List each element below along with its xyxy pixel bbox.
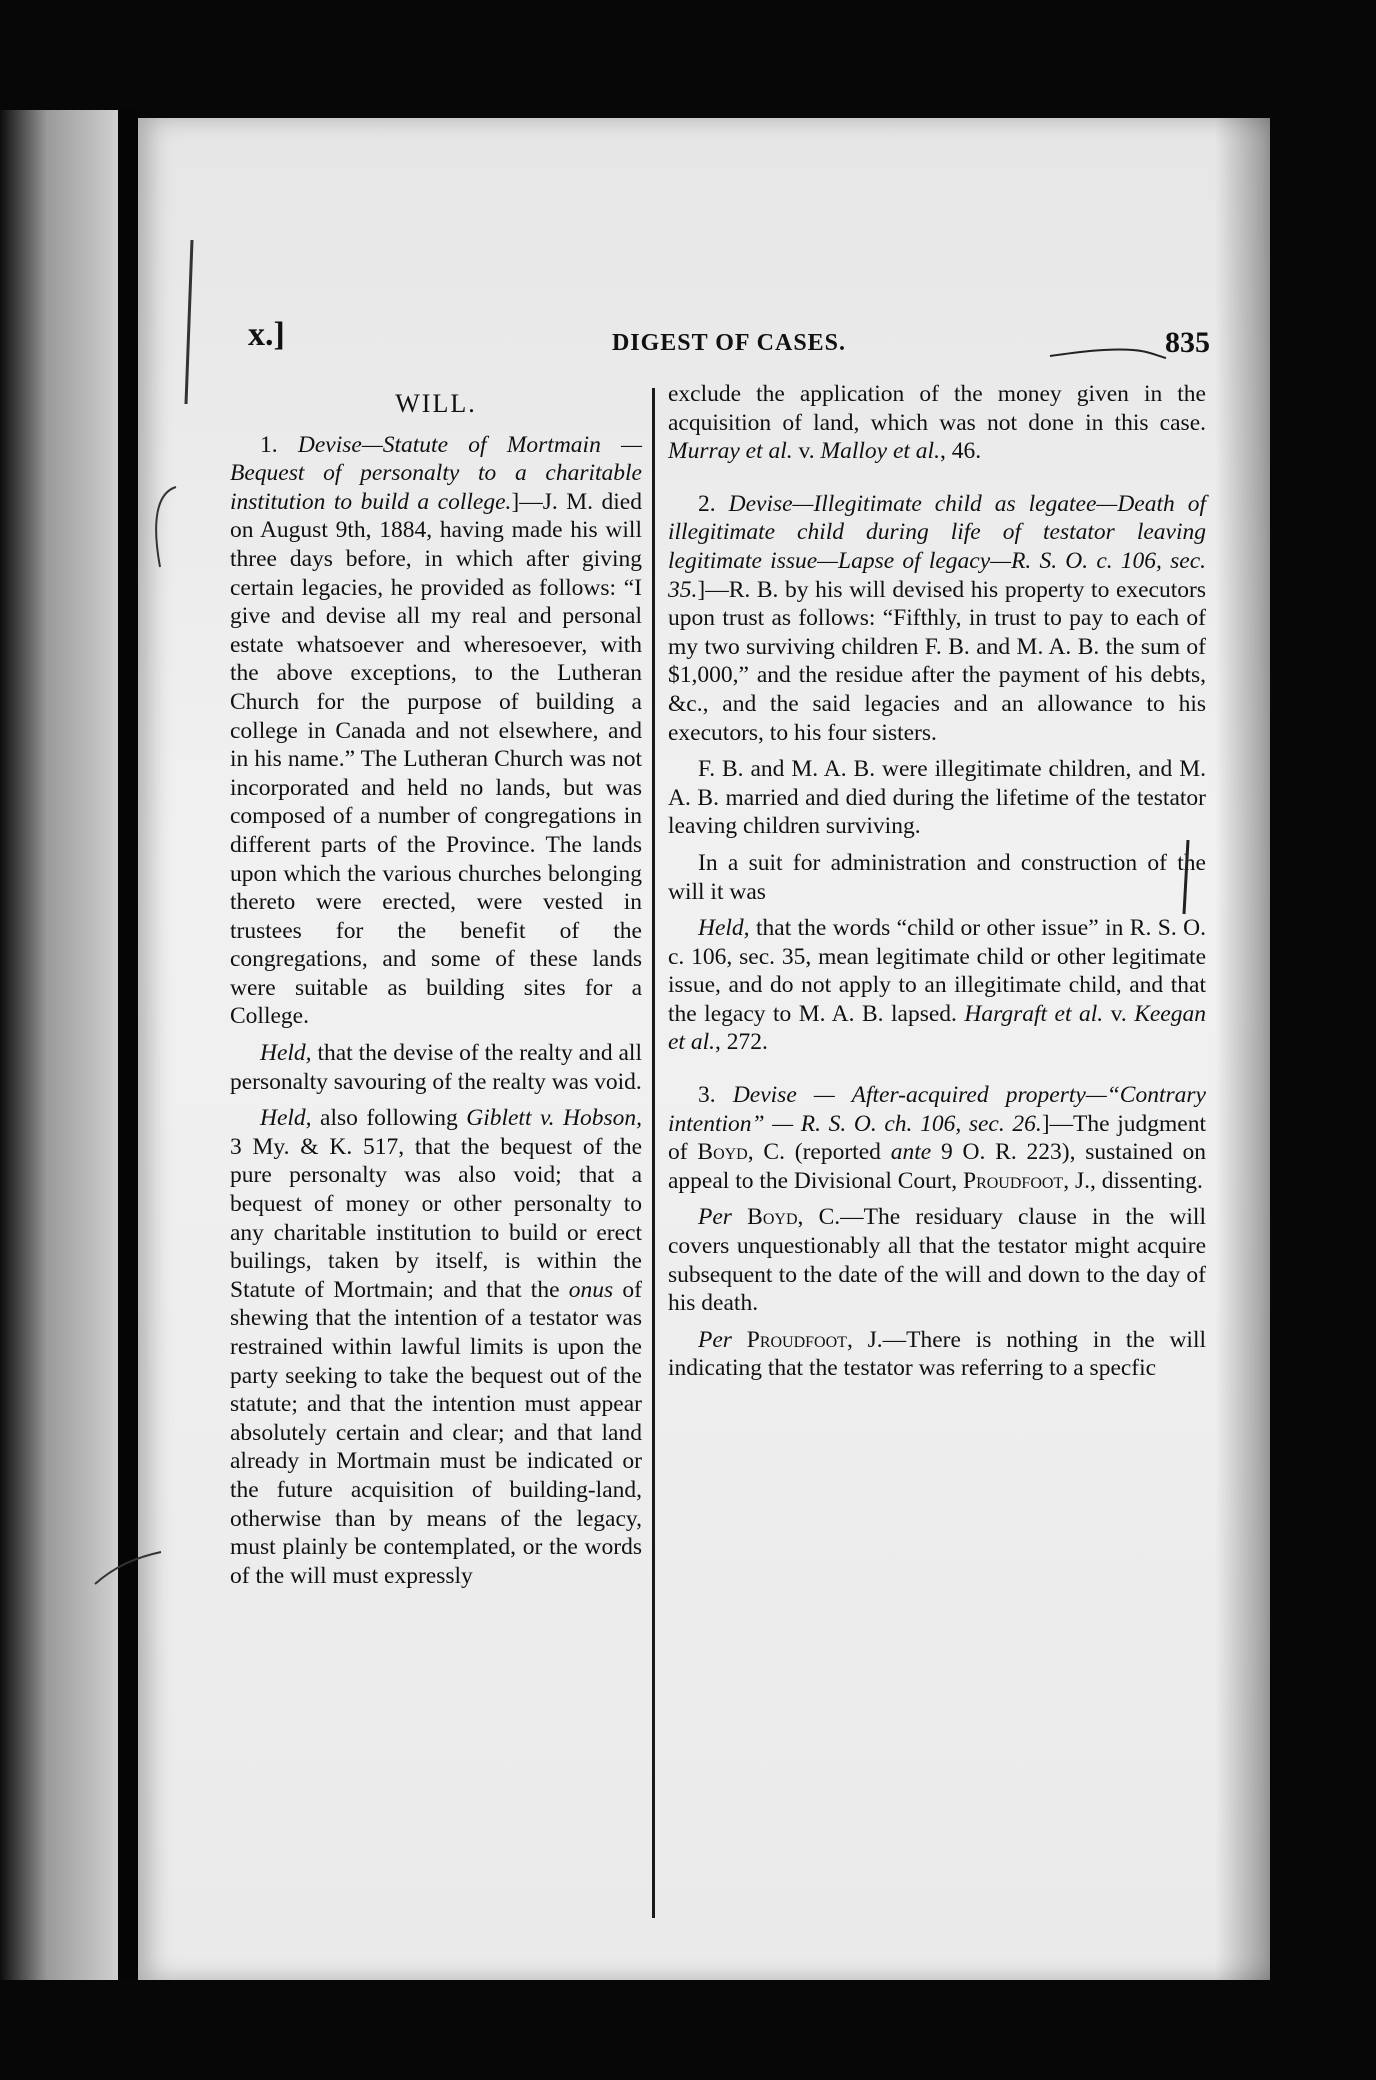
judge-name: Boyd	[697, 1139, 748, 1166]
case-name: Murray et al.	[668, 438, 793, 465]
holding-text: that the devise of the realty and all personalty savouring of the realty was void.	[230, 1040, 642, 1095]
paragraph-facts: F. B. and M. A. B. were illegitimate children, and M. A. B. married and died during the lifetime of the testator leaving children surviving.	[668, 756, 1206, 840]
holding-2	[230, 1104, 642, 1590]
case-page: , 272.	[715, 1029, 768, 1056]
book-page	[138, 118, 1270, 1980]
entry-3	[668, 1081, 1206, 1195]
entry-body: 9 O. R. 223), sustained on appeal to the Divisional Court,	[668, 1139, 1207, 1194]
header-title: DIGEST OF CASES.	[611, 330, 847, 356]
page-number: 835	[1165, 326, 1210, 359]
versus: v.	[792, 438, 821, 465]
case-name: Keegan et al.	[668, 1000, 1206, 1056]
entry-body: , C. (reported	[747, 1139, 891, 1166]
holding-text: of shewing that the intention of a testator was restrained within lawful limits is upon the party seeking to take the bequest out of the statute; and that the intention must appear absolutely certain and clear; and that land already in Mortmain must be indicated or the future acquisition of building-land, otherwise than by means of the legacy, must plainly be contemplated, or the words of the will must expressly	[230, 1276, 642, 1589]
opinion-text: , J.—There is nothing in the will indicating that the testator was referring to a specfic	[668, 1326, 1207, 1382]
holding-3	[668, 914, 1206, 1057]
column-rule	[652, 388, 655, 1918]
entry-headnote: Devise—Illegitimate child as legatee—Death of illegitimate child during life of testator leaving legitimate issue—Lapse of legacy—R. S. O. c. 106, sec. 35.	[668, 490, 1206, 603]
paragraph-suit: In a suit for administration and construction of the will it was	[668, 849, 1206, 905]
margin-stroke-mark	[1176, 838, 1196, 918]
section-title: WILL.	[395, 389, 477, 418]
book-gutter	[118, 110, 140, 1980]
continued-body: exclude the application of the money given in the acquisition of land, which was not done in this case.	[668, 381, 1206, 436]
entry-2	[668, 490, 1206, 747]
entry-body: , J., dissenting.	[1063, 1167, 1203, 1194]
case-page: , 46.	[939, 438, 982, 465]
held-label: Held,	[260, 1105, 312, 1132]
holding-text: 3 My. & K. 517, that the bequest of the pure personalty was also void; that a bequest of money or other personalty to any charitable institution to build or erect builings, taken by itself, is within the Statute of Mortmain; and that the	[230, 1133, 642, 1303]
opinion-text: , C.—The residuary clause in the will covers unquestionably all that the testator might acquire subsequent to the date of the will and down to the day of his death.	[668, 1204, 1206, 1317]
left-column	[230, 380, 642, 1598]
holding-text: also following	[311, 1105, 467, 1132]
page-edge-shadow	[1215, 118, 1270, 1980]
margin-bracket-mark	[138, 483, 178, 573]
entry-number: 3.	[698, 1082, 716, 1109]
versus: v.	[1103, 1000, 1135, 1027]
holding-1	[230, 1039, 642, 1096]
per-label: Per	[698, 1204, 732, 1231]
opinion-proudfoot	[668, 1326, 1206, 1383]
per-label: Per	[698, 1326, 732, 1353]
entry-headnote: Devise—Statute of Mortmain —Bequest of personalty to a charitable institution to build a college.	[230, 431, 643, 515]
entry-body: ]—J. M. died on August 9th, 1884, having made his will three days before, in which after giving certain legacies, he provided as follows: “I give and devise all my real and personal estate whatsoever and wheresoever, with the above exceptions, to the Lutheran Church for the purpose of building a college in Canada and not elsewhere, and in his name.” The Lutheran Church was not incorporated and held no lands, but was composed of a number of congregations in different parts of the Province. The lands upon which the various churches belonging thereto were erected, were vested in trustees for the benefit of the congregations, and some of these lands were suitable as building sites for a College.	[230, 488, 642, 1030]
holding-text: that the words “child or other issue” in R. S. O. c. 106, sec. 35, mean legitimate child or other legitimate issue, and do not apply to an illegitimate child, and that the legacy to M. A. B. lapsed.	[668, 915, 1206, 1027]
judge-name: Proudfoot	[963, 1167, 1064, 1194]
continued-text	[668, 380, 1206, 466]
entry-body: ]—The judgment of	[668, 1110, 1206, 1166]
judge-name: Proudfoot	[731, 1326, 847, 1353]
right-column	[668, 380, 1206, 1391]
case-name: Hargraft et al.	[964, 1000, 1104, 1027]
entry-body: ]—R. B. by his will devised his property to executors upon trust as follows: “Fifthly, in trust to pay to each of my two surviving children F. B. and M. A. B. the sum of $1,000,” and the residue after the payment of his debts, &c., and the said legacies and an allowance to his executors, to his four sisters.	[668, 576, 1206, 746]
adjacent-page-edge	[0, 110, 118, 1980]
latin-term: onus	[568, 1276, 614, 1303]
held-label: Held,	[260, 1040, 312, 1067]
judge-name: Boyd	[731, 1204, 798, 1231]
entry-headnote: Devise — After-acquired property—“Contrary intention” — R. S. O. ch. 106, sec. 26.	[668, 1082, 1206, 1137]
entry-number: 1.	[260, 431, 278, 458]
margin-curve-mark	[93, 1548, 163, 1588]
entry-number: 2.	[698, 490, 716, 517]
opinion-boyd	[668, 1203, 1206, 1317]
case-name: Malloy et al.	[820, 438, 940, 465]
latin-term: ante	[890, 1139, 932, 1166]
entry-1	[230, 431, 642, 1031]
pen-squiggle-mark	[1048, 342, 1168, 362]
held-label: Held,	[698, 915, 750, 942]
running-header	[248, 316, 1210, 376]
case-citation: Giblett v. Hobson,	[466, 1105, 642, 1132]
header-section-mark: x.]	[248, 316, 285, 353]
margin-stroke-mark	[178, 238, 198, 408]
